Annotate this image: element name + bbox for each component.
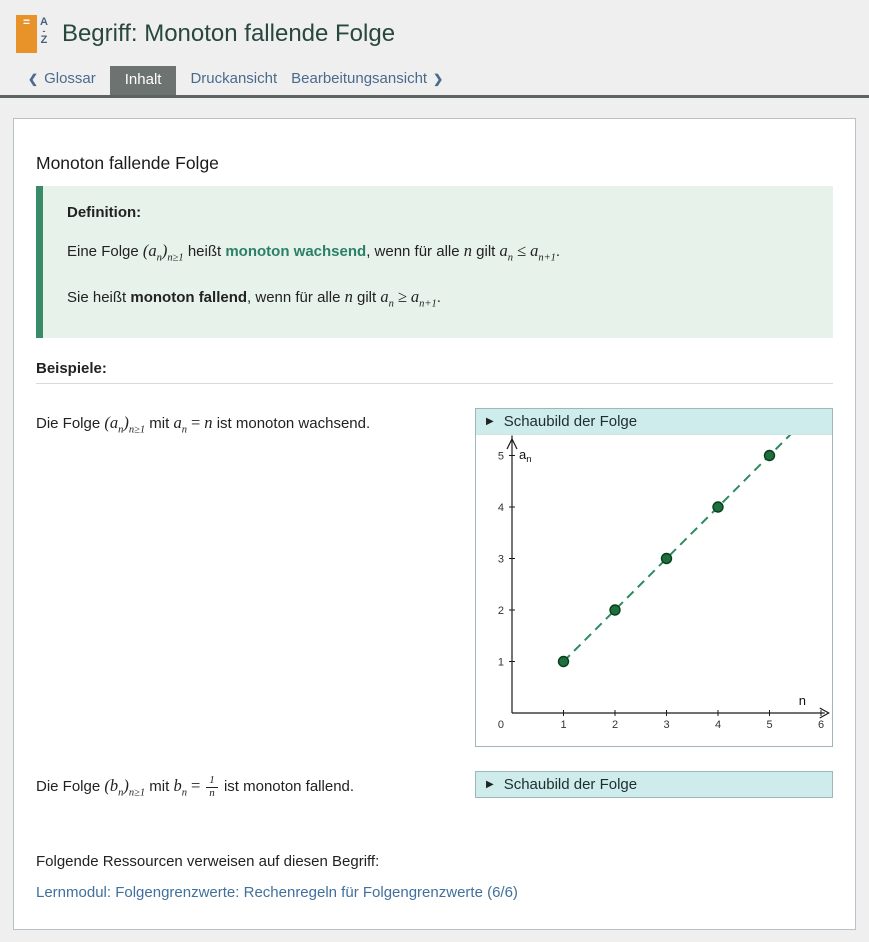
- svg-text:4: 4: [497, 501, 504, 514]
- text: ist monoton wachsend.: [212, 414, 371, 432]
- text: mit: [145, 777, 174, 795]
- book-spine-mark: =: [22, 15, 30, 29]
- tab-inhalt[interactable]: Inhalt: [110, 66, 177, 95]
- text: .: [555, 243, 561, 260]
- svg-text:1: 1: [560, 718, 567, 731]
- text: .: [436, 289, 441, 307]
- nav-bearbeitungsansicht[interactable]: [291, 65, 443, 95]
- page-header: [0, 0, 869, 65]
- svg-text:an: $a_n$: [519, 446, 532, 465]
- triangle-right-icon: ▶: [486, 415, 494, 427]
- term-monoton-fallend: monoton fallend: [130, 289, 248, 307]
- math-n: n: [463, 241, 472, 260]
- content-card: [13, 118, 856, 930]
- schaubild-2-toggle[interactable]: [476, 772, 832, 797]
- math-n: n: [344, 287, 353, 307]
- text: , wenn für alle: [366, 243, 464, 260]
- az-letters: [40, 15, 48, 46]
- schaubild-1-label: Schaubild der Folge: [503, 412, 638, 430]
- math-bn-equals-frac: $b_n$ = $\frac{1}{n}$: [173, 776, 219, 795]
- nav-back-label: Glossar: [44, 70, 96, 87]
- math-seq-a: $(a_n)_{n\ge 1}$: [104, 412, 146, 435]
- definition-label: Definition:: [67, 204, 142, 221]
- chevron-left-icon: ❮: [28, 71, 39, 86]
- svg-text:4: 4: [714, 718, 722, 731]
- example-row-2: [36, 771, 833, 805]
- math-ineq-2: $a_n \ge a_{n+1}$: [380, 287, 437, 310]
- svg-text:2: 2: [497, 604, 504, 617]
- letter-z: Z: [40, 34, 48, 46]
- nav-druckansicht[interactable]: Druckansicht: [190, 70, 278, 87]
- text: Eine Folge: [67, 243, 143, 260]
- resources-label: Folgende Ressourcen verweisen auf diesen Begriff:: [36, 852, 380, 870]
- math-an-equals-n: $a_n = n$: [173, 412, 213, 435]
- triangle-right-icon: ▶: [486, 778, 494, 790]
- math-ineq-1: $a_n \le a_{n+1}$: [499, 241, 556, 264]
- definition-box: [36, 186, 833, 338]
- schaubild-1-toggle[interactable]: [476, 409, 832, 434]
- term-heading: Monoton fallende Folge: [36, 153, 219, 173]
- svg-text:3: 3: [663, 718, 670, 731]
- svg-text:0: 0: [497, 718, 504, 731]
- text: mit: [145, 414, 174, 432]
- fraction-1-over-n: $\frac{1}{n}$: [206, 775, 218, 799]
- nav-bar: [0, 65, 869, 98]
- definition-line-1: [67, 239, 809, 269]
- sequence-chart: [476, 435, 832, 742]
- schaubild-panel-1: [475, 408, 833, 747]
- link-monoton-wachsend[interactable]: monoton wachsend: [225, 243, 367, 260]
- text: gilt: [352, 289, 381, 307]
- text: ist monoton fallend.: [219, 777, 355, 795]
- nav-back-glossar[interactable]: [28, 65, 96, 95]
- svg-text:1: 1: [497, 656, 504, 669]
- text: Die Folge: [36, 777, 105, 795]
- text: heißt: [183, 243, 226, 260]
- book-spine-icon: [16, 15, 37, 53]
- schaubild-panel-2: [475, 771, 833, 798]
- math-seq-a: $(a_n)_{n\ge 1}$: [142, 241, 184, 264]
- example-1-text: [36, 408, 475, 442]
- svg-text:6: 6: [817, 718, 825, 731]
- schaubild-2-label: Schaubild der Folge: [503, 775, 638, 793]
- text: Die Folge: [36, 414, 105, 432]
- svg-text:5: 5: [497, 450, 504, 463]
- examples-divider: [36, 383, 833, 384]
- svg-text:2: 2: [611, 718, 619, 731]
- svg-text:3: 3: [497, 553, 504, 566]
- text: Sie heißt: [67, 289, 131, 307]
- math-seq-b: $(b_n)_{n\ge 1}$: [104, 775, 146, 798]
- chart-area: [476, 434, 832, 746]
- page-title: Begriff: Monoton fallende Folge: [61, 20, 396, 47]
- examples-label: Beispiele:: [36, 359, 107, 377]
- nav-edit-label: Bearbeitungsansicht: [291, 70, 428, 87]
- resource-link-lernmodul[interactable]: Lernmodul: Folgengrenzwerte: Rechenregeln für Folgengrenzwerte (6/6): [36, 883, 518, 901]
- svg-text:5: 5: [766, 718, 773, 731]
- letter-a: A: [40, 16, 48, 28]
- chevron-right-icon: ❯: [433, 71, 444, 86]
- definition-line-2: [67, 285, 809, 315]
- text: , wenn für alle: [247, 289, 345, 307]
- text: gilt: [472, 243, 500, 260]
- example-row-1: [36, 408, 833, 747]
- glossary-az-icon: [16, 15, 48, 53]
- letter-dash: -: [42, 26, 46, 36]
- svg-text:n: n: [798, 692, 806, 708]
- example-2-text: [36, 771, 475, 805]
